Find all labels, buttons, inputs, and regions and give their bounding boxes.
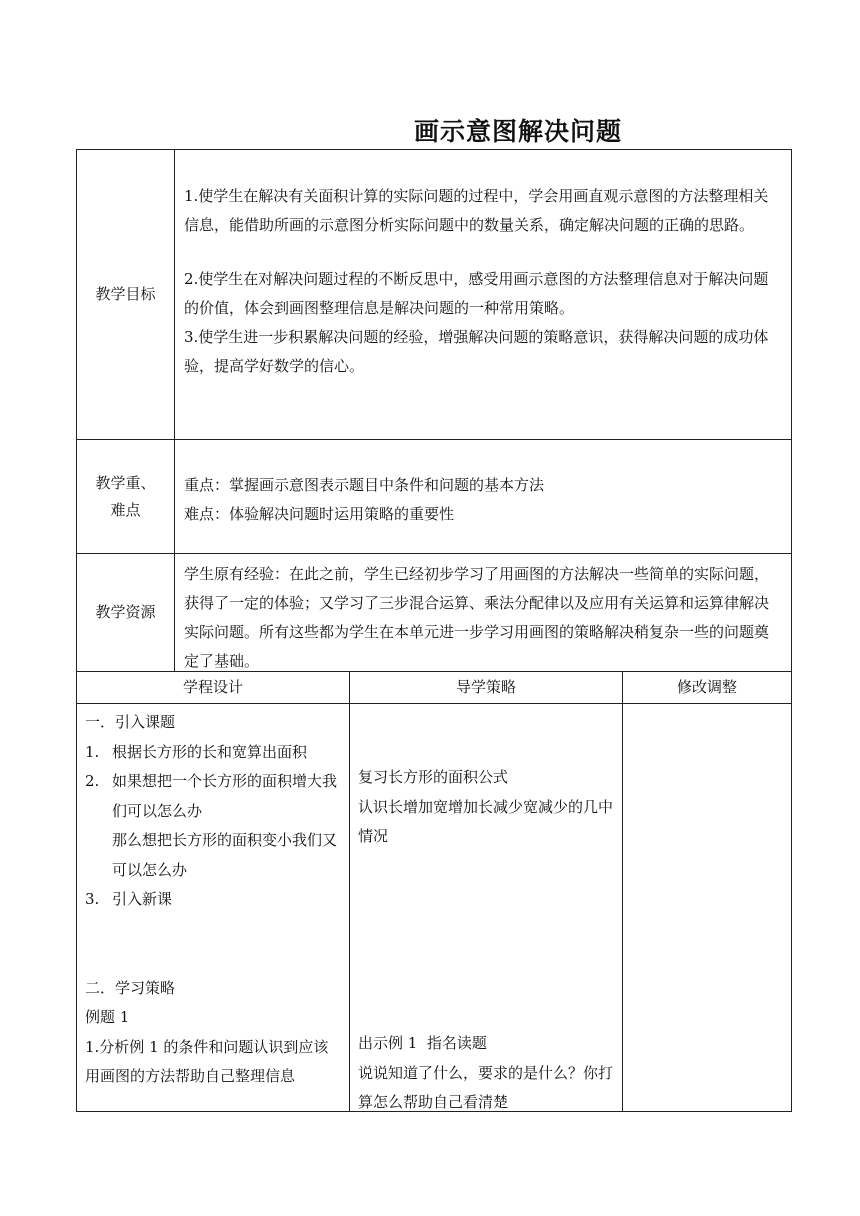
resources-content: 学生原有经验：在此之前，学生已经初步学习了用画图的方法解决一些简单的实际问题，获得了一定的体验；又学习了三步混合运算、乘法分配律以及应用有关运算和运算律解决实际问题。所有这些都为学生在本单元进一步学习用画图的策略解决稍复杂一些的问题奠定了基础。 [184, 565, 770, 670]
goals-label: 教学目标 [77, 150, 175, 439]
design-column [77, 704, 350, 1111]
example-label: 例题 1 [85, 1008, 130, 1026]
adjust-column [623, 704, 791, 1111]
list-item: 3. 引入新课 [85, 890, 173, 908]
process-header-row [77, 672, 791, 704]
strategy-block [358, 1029, 616, 1118]
goal-item: 2.使学生在对解决问题过程的不断反思中，感受用画示意图的方法整理信息对于解决问题的价值，体会到画图整理信息是解决问题的一种常用策略。 [184, 270, 769, 317]
process-body-row [77, 704, 791, 1111]
strategy-column [350, 704, 623, 1111]
key-points-label [77, 440, 175, 553]
list-item: 1. 根据长方形的长和宽算出面积 [85, 742, 308, 761]
section-heading: 二．学习策略 [85, 978, 176, 997]
strategy-line: 复习长方形的面积公式 [358, 768, 509, 786]
key-points-row [77, 440, 791, 554]
strategy-line: 出示例 1 指名读题 [358, 1034, 487, 1052]
analysis-text: 1.分析例 1 的条件和问题认识到应该用画图的方法帮助自己整理信息 [85, 1037, 329, 1085]
goal-item: 1.使学生在解决有关面积计算的实际问题的过程中，学会用画直观示意图的方法整理相关信息，能借助所画的示意图分析实际问题中的数量关系，确定解决问题的正确的思路。 [184, 187, 769, 234]
goals-row [77, 150, 791, 440]
list-item: 2. 如果想把一个长方形的面积增大我们可以怎么办 [85, 772, 338, 820]
difficult-point-line: 难点：体验解决问题时运用策略的重要性 [184, 505, 455, 523]
resources-row [77, 554, 791, 672]
lesson-plan-table [76, 149, 792, 1112]
header-design: 学程设计 [77, 672, 350, 703]
header-strategy: 导学策略 [350, 672, 623, 703]
list-item: 那么想把长方形的面积变小我们又可以怎么办 [112, 831, 338, 879]
section-heading: 一．引入课题 [85, 713, 176, 731]
strategy-line: 说说知道了什么，要求的是什么？你打算怎么帮助自己看清楚 [358, 1063, 614, 1111]
key-points-label-line: 难点 [110, 500, 141, 519]
key-point-line: 重点：掌握画示意图表示题目中条件和问题的基本方法 [184, 476, 545, 494]
strategy-block [358, 763, 616, 852]
page-title: 画示意图解决问题 [413, 117, 622, 146]
key-points-content [175, 440, 791, 553]
goals-content [175, 150, 791, 439]
strategy-line: 认识长增加宽增加长减少宽减少的几中情况 [358, 797, 614, 845]
resources-label: 教学资源 [77, 554, 175, 671]
header-adjust: 修改调整 [676, 678, 737, 696]
goal-item: 3.使学生进一步积累解决问题的经验，增强解决问题的策略意识，获得解决问题的成功体验，提高学好数学的信心。 [184, 328, 769, 375]
key-points-label-line: 教学重、 [95, 473, 156, 492]
